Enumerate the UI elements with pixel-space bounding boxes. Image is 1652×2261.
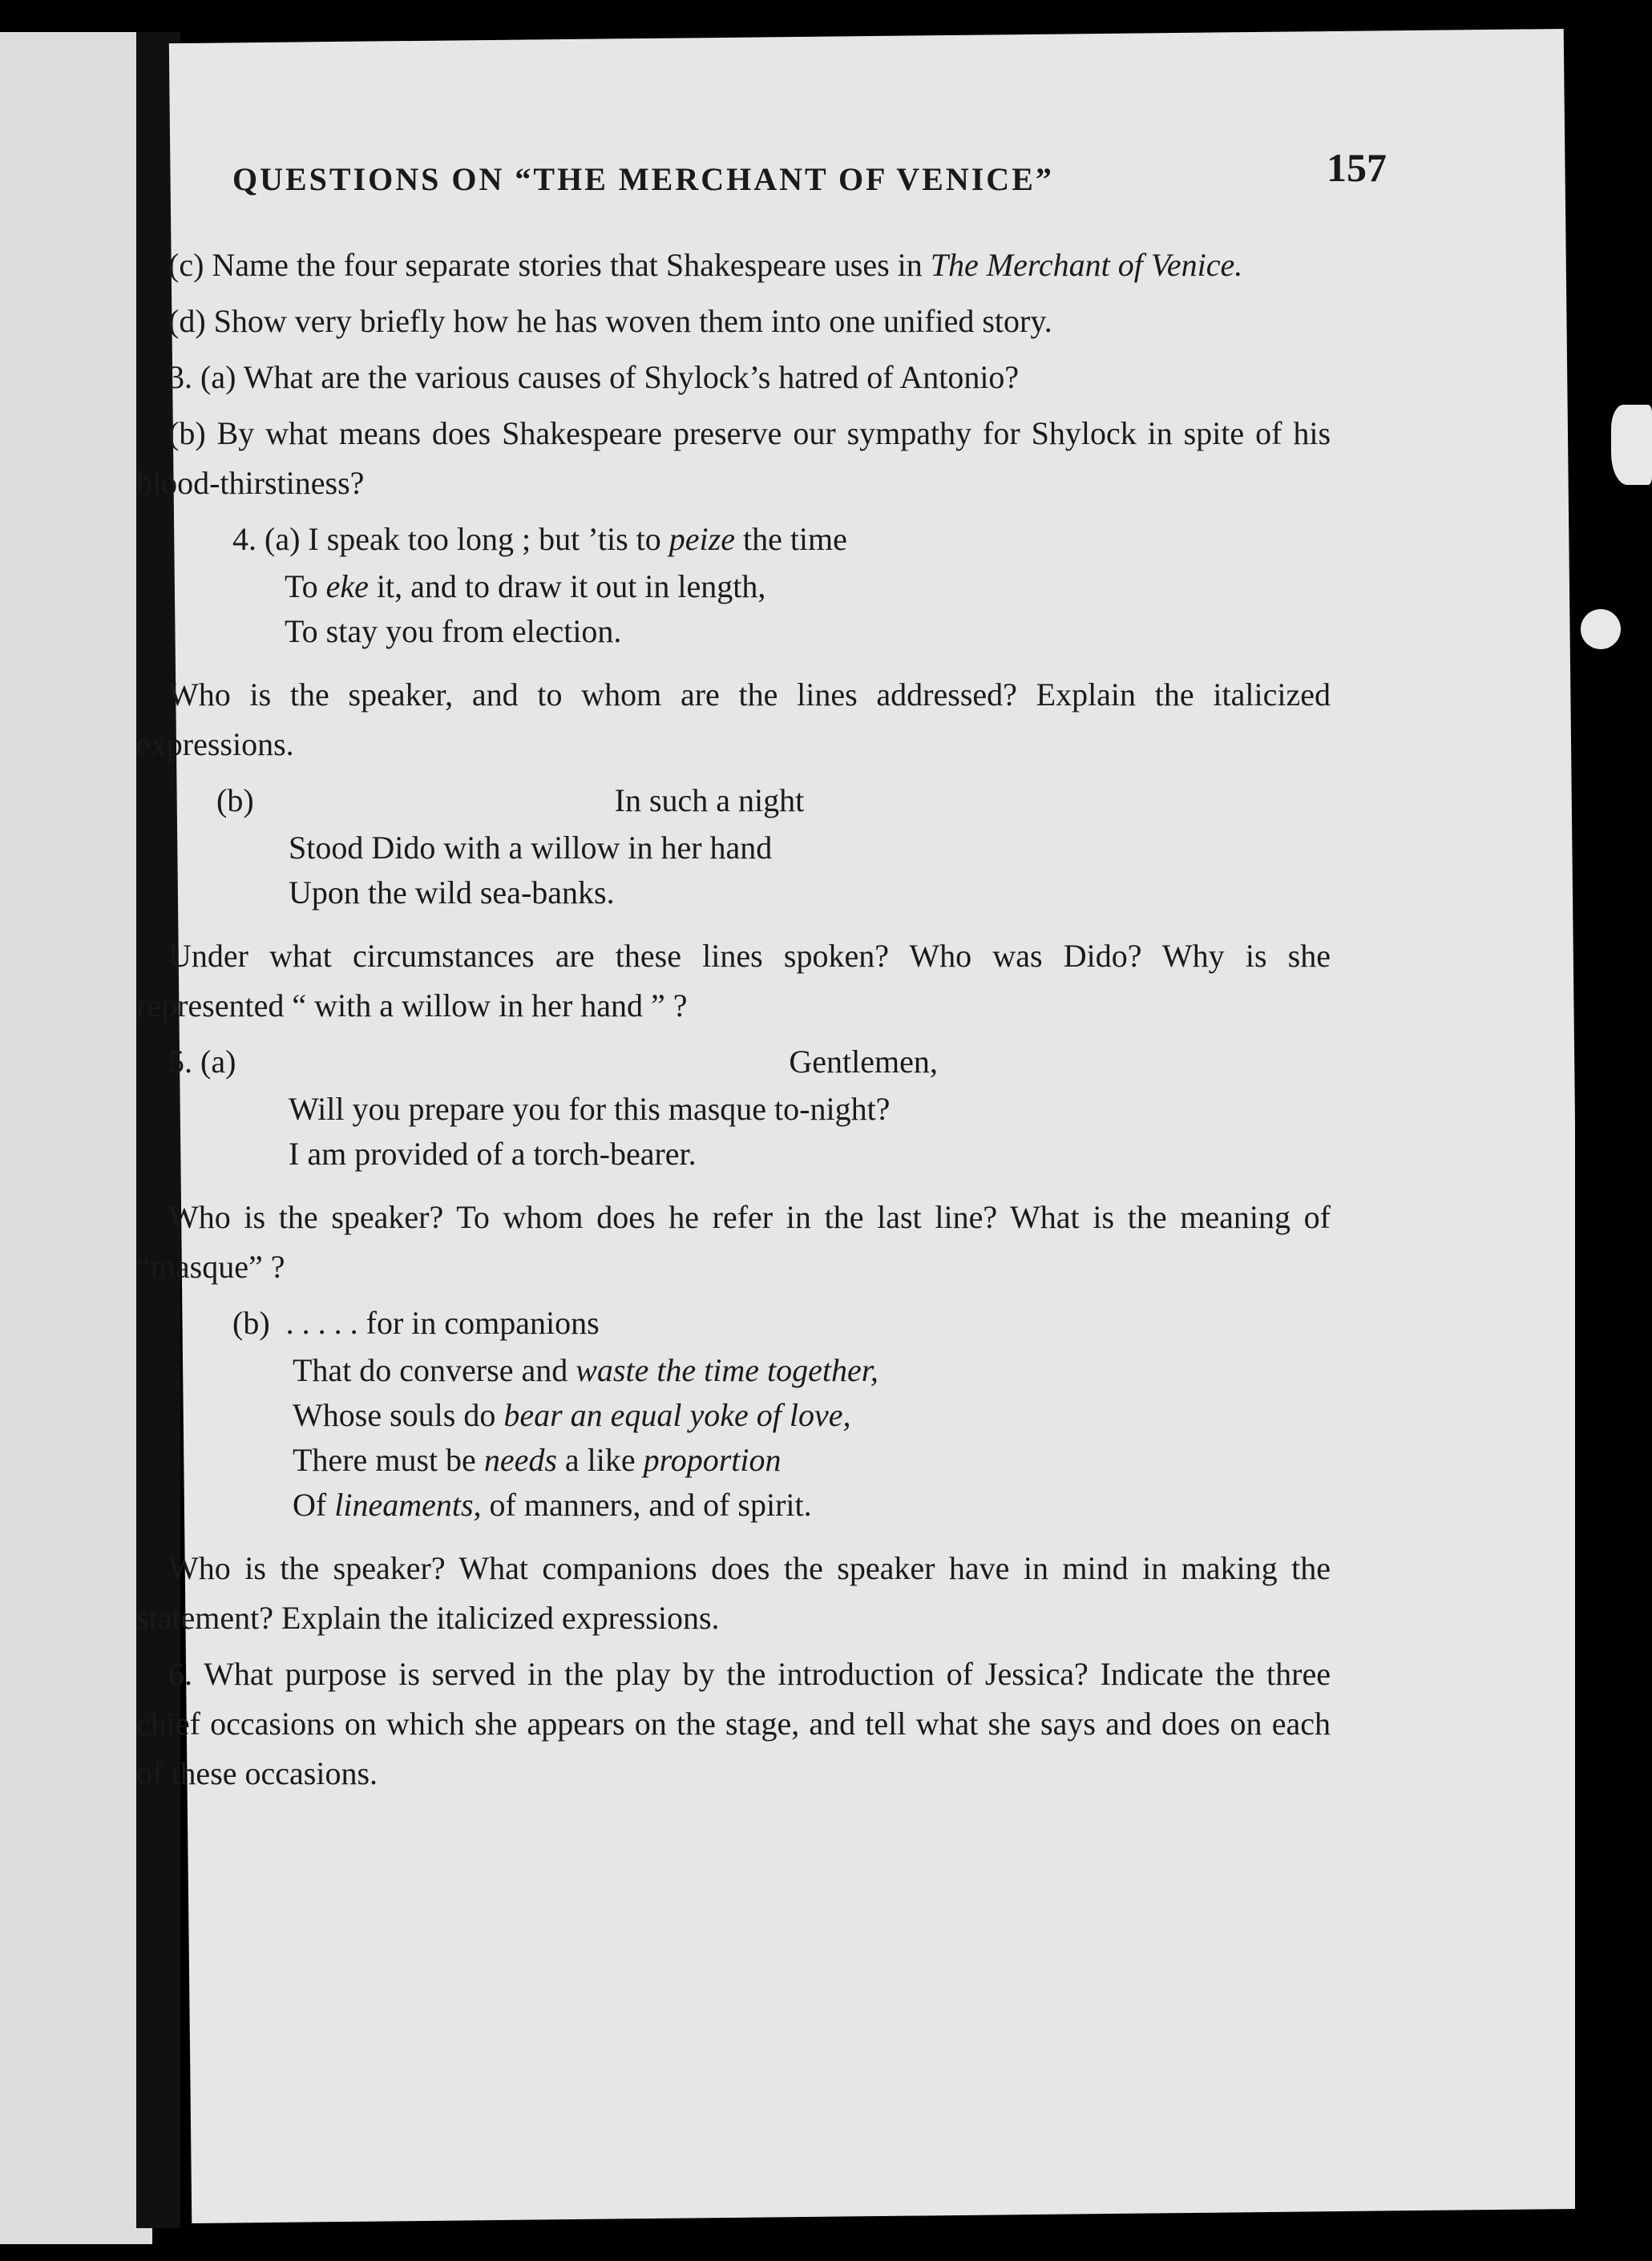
page-number: 157 xyxy=(1327,145,1387,190)
verse-line: To stay you from election. xyxy=(285,613,622,649)
question-4a xyxy=(232,515,1331,564)
question-text: Show very briefly how he has woven them into one unified story. xyxy=(213,303,1052,339)
verse-line: Will you prepare you for this masque to-night? xyxy=(289,1091,891,1127)
running-head: QUESTIONS ON “THE MERCHANT OF VENICE” xyxy=(232,161,1054,197)
question-6 xyxy=(136,1649,1331,1799)
question-label: (b) xyxy=(168,415,206,451)
question-text: Who is the speaker, and to whom are the lines addressed? Explain the italicized expressions. xyxy=(136,676,1331,762)
question-text: What purpose is served in the play by the introduction of Jessica? Indicate the three chief occasions on which she appears on the stage, and tell what she says and does on each of these occasions. xyxy=(136,1656,1331,1791)
question-2c xyxy=(136,240,1331,290)
verse-line: I am provided of a torch-bearer. xyxy=(289,1136,697,1172)
question-3a xyxy=(136,353,1331,402)
verse-block xyxy=(289,1087,1331,1177)
question-label: 5. (a) xyxy=(168,1044,236,1080)
verse-block xyxy=(293,1348,1331,1528)
question-label: (d) xyxy=(168,303,206,339)
verse-line: There must be needs a like proportion xyxy=(293,1442,782,1478)
question-label: 4. (a) xyxy=(232,521,301,557)
question-5b xyxy=(232,1298,1331,1348)
question-text: Under what circumstances are these lines spoken? Who was Dido? Why is she represented “ with a willow in her hand ” ? xyxy=(136,938,1331,1024)
verse-block xyxy=(289,826,1331,915)
page-body xyxy=(136,240,1331,1805)
question-text: By what means does Shakespeare preserve our sympathy for Shylock in spite of his blood-thirstiness? xyxy=(136,415,1331,501)
paper-tab-mark xyxy=(1581,609,1621,649)
page-header xyxy=(232,128,1387,208)
verse-line: Of lineaments, of manners, and of spirit. xyxy=(293,1487,812,1523)
verse-line: . . . . . for in companions xyxy=(285,1305,600,1341)
question-4b xyxy=(216,776,1331,826)
paper-tab-mark xyxy=(1611,405,1652,485)
verse-line: To eke it, and to draw it out in length, xyxy=(285,568,766,604)
verse-line: Upon the wild sea-banks. xyxy=(289,874,615,910)
verse-line: Whose souls do bear an equal yoke of love, xyxy=(293,1397,851,1433)
verse-line: Gentlemen, xyxy=(789,1044,938,1080)
question-2d xyxy=(136,297,1331,346)
italic-title: The Merchant of Venice. xyxy=(930,247,1243,283)
question-text: Who is the speaker? To whom does he refer in the last line? What is the meaning of “masque” ? xyxy=(136,1199,1331,1285)
verse-line: In such a night xyxy=(614,782,805,818)
question-5a xyxy=(168,1037,1331,1087)
verse-line: I speak too long ; but ’tis to peize the time xyxy=(308,521,847,557)
question-text: Name the four separate stories that Shakespeare uses in xyxy=(212,247,931,283)
verse-line: That do converse and waste the time together, xyxy=(293,1352,879,1388)
verse-block xyxy=(285,564,1331,654)
page-right-edge xyxy=(1575,48,1652,2212)
question-3b xyxy=(136,409,1331,508)
question-text: What are the various causes of Shylock’s hatred of Antonio? xyxy=(243,359,1020,395)
question-label: (b) xyxy=(216,782,254,818)
facing-page-edge xyxy=(0,32,152,2244)
verse-line: Stood Dido with a willow in her hand xyxy=(289,830,773,866)
question-label: 6. xyxy=(168,1656,192,1692)
question-label: 3. (a) xyxy=(168,359,236,395)
question-label: (b) xyxy=(232,1305,270,1341)
question-label: (c) xyxy=(168,247,204,283)
question-text: Who is the speaker? What companions does the speaker have in mind in making the statement? Explain the italicized expressions. xyxy=(136,1550,1331,1636)
